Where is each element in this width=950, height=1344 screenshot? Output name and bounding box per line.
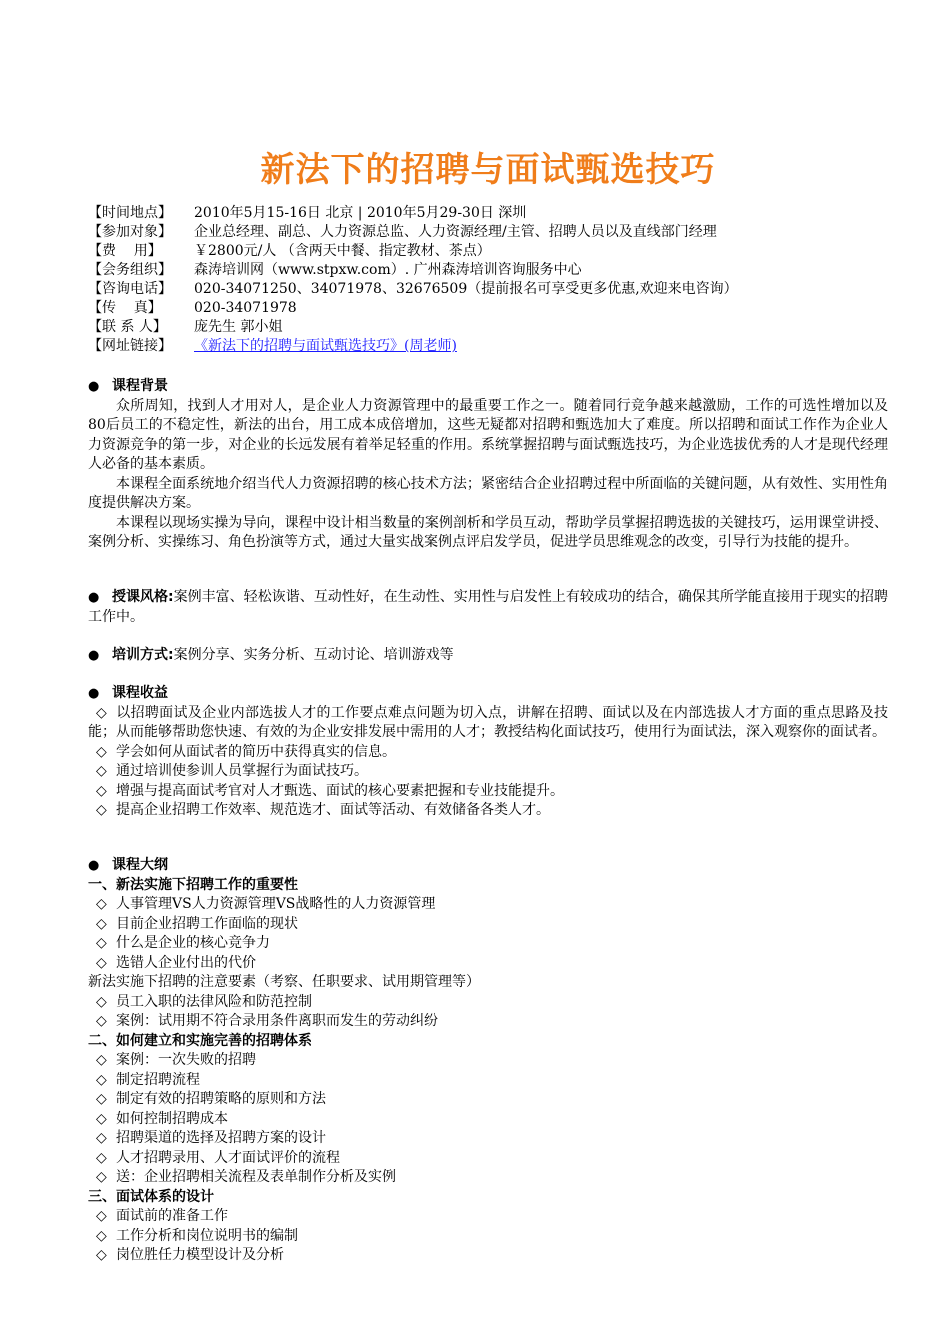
bullet-icon: ● (88, 858, 100, 873)
diamond-icon: ◇ (96, 743, 107, 760)
info-value: 2010年5月15-16日 北京 | 2010年5月29-30日 深圳 (194, 205, 527, 221)
outline-item: ◇ 目前企业招聘工作面临的现状 (88, 915, 888, 935)
info-row-fee (88, 242, 888, 261)
outline-item: ◇ 员工入职的法律风险和防范控制 (88, 993, 888, 1013)
list-item: ◇ 提高企业招聘工作效率、规范选才、面试等活动、有效储备各类人才。 (88, 801, 888, 821)
diamond-icon: ◇ (96, 915, 107, 932)
info-label: 【网址链接】 (88, 338, 172, 354)
outline-item: ◇ 招聘渠道的选择及招聘方案的设计 (88, 1129, 888, 1149)
diamond-icon: ◇ (96, 782, 107, 799)
list-item: ◇ 以招聘面试及企业内部选拔人才的工作要点难点问题为切入点，讲解在招聘、面试以及在内部选拔人才方面的重点思路及技能；从而能够帮助您快速、有效的为企业安排发展中需用的人才；教授结构化面试技巧，使用行为面试法，深入观察你的面试者。 (88, 704, 888, 740)
info-value: ￥2800元/人 （含两天中餐、指定教材、茶点） (194, 243, 491, 259)
bullet-icon: ● (88, 590, 100, 605)
info-row-link (88, 337, 888, 356)
paragraph: 本课程以现场实操为导向，课程中设计相当数量的案例剖析和学员互动，帮助学员掌握招聘选拔的关键技巧，运用课堂讲授、案例分析、实操练习、角色扮演等方式，通过大量实战案例点评启发学员，促进学员思维观念的改变，引导行为技能的提升。 (88, 514, 888, 550)
section-style (88, 588, 888, 627)
bullet-icon: ● (88, 686, 100, 701)
outline-item: ◇ 人事管理VS人力资源管理VS战略性的人力资源管理 (88, 895, 888, 915)
diamond-icon: ◇ (96, 1091, 107, 1107)
list-item: ◇ 增强与提高面试考官对人才甄选、面试的核心要素把握和专业技能提升。 (88, 782, 888, 802)
info-row-contact (88, 318, 888, 337)
outline-item: ◇ 制定招聘流程 (88, 1071, 888, 1091)
section-heading: 培训方式: (112, 647, 174, 663)
info-label: 【时间地点】 (88, 205, 172, 221)
outline-item: ◇ 人才招聘录用、人才面试评价的流程 (88, 1149, 888, 1169)
diamond-icon: ◇ (96, 763, 107, 779)
outline-item: ◇ 如何控制招聘成本 (88, 1110, 888, 1130)
info-row-fax (88, 299, 888, 318)
diamond-icon: ◇ (96, 1208, 107, 1224)
info-label: 【联 系 人】 (88, 319, 167, 335)
outline-chapter: 三、面试体系的设计 (88, 1188, 214, 1205)
section-heading: ● 课程收益 (88, 684, 888, 704)
outline-chapter: 二、如何建立和实施完善的招聘体系 (88, 1032, 312, 1049)
diamond-icon: ◇ (96, 954, 107, 971)
info-label: 【费 用】 (88, 243, 162, 259)
info-value: 森涛培训网（www.stpxw.com）. 广州森涛培训咨询服务中心 (194, 262, 582, 278)
section-outline (88, 856, 888, 1266)
outline-item: ◇ 工作分析和岗位说明书的编制 (88, 1227, 888, 1247)
section-benefits (88, 684, 888, 821)
info-label: 【咨询电话】 (88, 281, 172, 297)
diamond-icon: ◇ (96, 1149, 107, 1166)
outline-chapter: 一、新法实施下招聘工作的重要性 (88, 876, 298, 893)
info-label: 【会务组织】 (88, 262, 172, 278)
outline-item: ◇ 送：企业招聘相关流程及表单制作分析及实例 (88, 1168, 888, 1188)
diamond-icon: ◇ (96, 704, 107, 721)
section-heading: ● 课程背景 (88, 377, 888, 397)
outline-item: ◇ 制定有效的招聘策略的原则和方法 (88, 1090, 888, 1110)
diamond-icon: ◇ (96, 1071, 107, 1088)
course-link[interactable]: 《新法下的招聘与面试甄选技巧》(周老师) (194, 338, 457, 354)
info-value: 020-34071250、34071978、32676509（提前报名可享受更多优惠,欢迎来电咨询） (194, 281, 738, 297)
outline-list (88, 876, 888, 1266)
info-row-organizer (88, 261, 888, 280)
info-row-audience (88, 223, 888, 242)
diamond-icon: ◇ (96, 1169, 107, 1185)
diamond-icon: ◇ (96, 1013, 107, 1029)
info-label: 【参加对象】 (88, 224, 172, 240)
outline-item: ◇ 面试前的准备工作 (88, 1207, 888, 1227)
info-value: 庞先生 郭小姐 (194, 319, 283, 335)
outline-item: 新法实施下招聘的注意要素（考察、任职要求、试用期管理等） (88, 974, 480, 990)
diamond-icon: ◇ (96, 935, 107, 951)
list-item: ◇ 通过培训使参训人员掌握行为面试技巧。 (88, 762, 888, 782)
diamond-icon: ◇ (96, 1130, 107, 1146)
info-value: 企业总经理、副总、人力资源总监、人力资源经理/主管、招聘人员以及直线部门经理 (194, 224, 717, 240)
diamond-icon: ◇ (96, 1110, 107, 1127)
info-value: 020-34071978 (194, 300, 297, 316)
bullet-icon: ● (88, 379, 100, 394)
info-label: 【传 真】 (88, 300, 162, 316)
paragraph: 本课程全面系统地介绍当代人力资源招聘的核心技术方法；紧密结合企业招聘过程中所面临的关键问题，从有效性、实用性角度提供解决方案。 (88, 475, 888, 511)
diamond-icon: ◇ (96, 1227, 107, 1244)
diamond-icon: ◇ (96, 1052, 107, 1068)
paragraph: 众所周知，找到人才用对人，是企业人力资源管理中的最重要工作之一。随着同行竞争越来越激励，工作的可选性增加以及80后员工的不稳定性，新法的出台，用工成本成倍增加，这些无疑都对招聘和甄选加大了难度。所以招聘和面试工作作为企业人力资源竞争的第一步，对企业的长远发展有着举足轻重的作用。系统掌握招聘与面试甄选技巧，为企业选拔优秀的人才是现代经理人必备的基本素质。 (88, 397, 888, 472)
section-heading: ● 课程大纲 (88, 856, 888, 876)
section-heading: 授课风格: (112, 589, 174, 605)
diamond-icon: ◇ (96, 1247, 107, 1263)
info-row-phone (88, 280, 888, 299)
outline-item: ◇ 岗位胜任力模型设计及分析 (88, 1246, 888, 1266)
diamond-icon: ◇ (96, 993, 107, 1010)
diamond-icon: ◇ (96, 896, 107, 912)
outline-item: ◇ 选错人企业付出的代价 (88, 954, 888, 974)
section-method (88, 646, 888, 666)
outline-item: ◇ 什么是企业的核心竞争力 (88, 934, 888, 954)
list-item: ◇ 学会如何从面试者的简历中获得真实的信息。 (88, 743, 888, 763)
diamond-icon: ◇ (96, 802, 107, 818)
outline-item: ◇ 案例：试用期不符合录用条件离职而发生的劳动纠纷 (88, 1012, 888, 1032)
style-paragraph (88, 588, 888, 627)
document-title: 新法下的招聘与面试甄选技巧 (260, 150, 716, 190)
method-text: 案例分享、实务分析、互动讨论、培训游戏等 (173, 647, 454, 663)
bullet-icon: ● (88, 648, 100, 663)
info-row-time (88, 204, 888, 223)
section-background (88, 377, 888, 553)
outline-item: ◇ 案例：一次失败的招聘 (88, 1051, 888, 1071)
course-info-block (88, 204, 888, 356)
style-text: 案例丰富、轻松诙谐、互动性好，在生动性、实用性与启发性上有较成功的结合，确保其所学能直接用于现实的招聘工作中。 (88, 589, 888, 625)
